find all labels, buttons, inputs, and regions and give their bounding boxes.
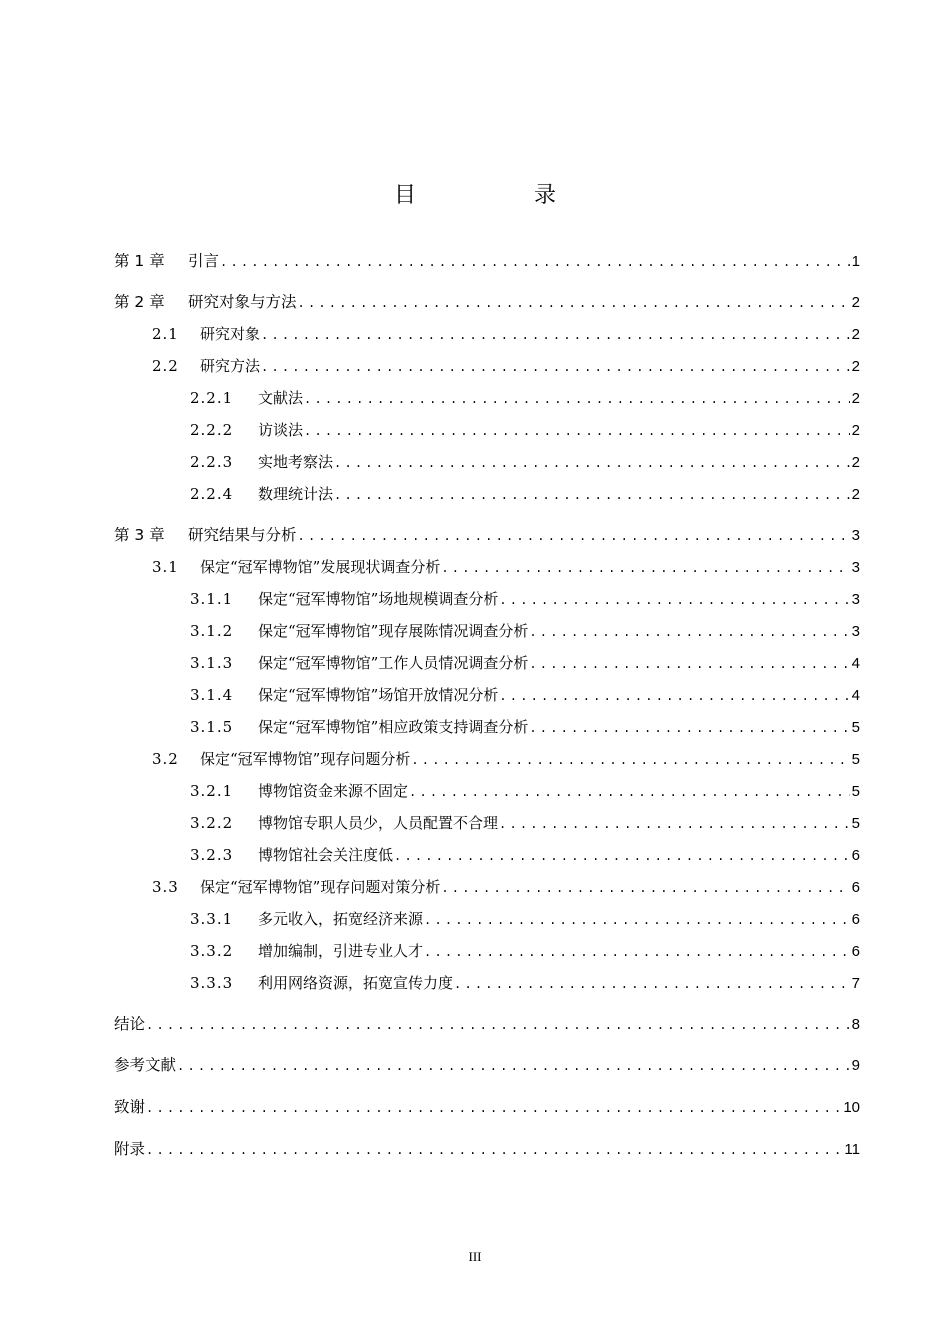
toc-entry-number: 2.1: [152, 325, 179, 343]
toc-entry-number: 3.2.1: [190, 782, 234, 800]
toc-entry-number: 3.1.2: [190, 622, 234, 640]
toc-entry-subsection-3-2-2[interactable]: [190, 812, 860, 834]
toc-leader-dots: [298, 292, 850, 314]
toc-entry-page: 6: [851, 847, 860, 864]
toc-leader-dots: [454, 973, 850, 995]
toc-leader-dots: [529, 621, 849, 643]
toc-leader-dots: [146, 1097, 841, 1119]
toc-leader-dots: [334, 484, 850, 506]
toc-entry-page: 5: [851, 815, 860, 832]
toc-entry-label: 保定“冠军博物馆”现存问题分析: [200, 750, 411, 768]
toc-entry-subsection-3-1-4[interactable]: [190, 684, 860, 706]
toc-entry-label: 保定“冠军博物馆”现存展陈情况调查分析: [258, 622, 529, 640]
toc-entry-label: 参考文献: [114, 1056, 177, 1074]
toc-entry-page: 9: [851, 1057, 860, 1074]
toc-leader-dots: [298, 525, 850, 547]
toc-entry-subsection-2-2-1[interactable]: [190, 387, 860, 409]
toc-entry-page: 2: [851, 422, 860, 439]
toc-entry-number: 第 1 章: [114, 252, 165, 270]
toc-entry-page: 3: [851, 591, 860, 608]
toc-entry-label: 保定“冠军博物馆”场馆开放情况分析: [258, 686, 499, 704]
toc-entry-number: 3.3.3: [190, 974, 234, 992]
toc-entry-label: 致谢: [114, 1098, 146, 1116]
toc-entry-page: 3: [851, 527, 860, 544]
toc-entry-subsection-3-1-3[interactable]: [190, 652, 860, 674]
toc-entry-subsection-3-1-2[interactable]: [190, 620, 860, 642]
toc-entry-number: 2.2.3: [190, 453, 234, 471]
toc-entry-page: 8: [851, 1016, 860, 1033]
toc-entry-number: 第 3 章: [114, 526, 165, 544]
toc-entry-number: 2.2.4: [190, 485, 234, 503]
toc-entry-number: 3.2.3: [190, 846, 234, 864]
toc-leader-dots: [146, 1139, 842, 1161]
toc-entry-label: 博物馆资金来源不固定: [258, 782, 409, 800]
toc-entry-label: 研究对象与方法: [188, 293, 297, 311]
toc-leader-dots: [177, 1055, 850, 1077]
toc-entry-label: 保定“冠军博物馆”相应政策支持调查分析: [258, 718, 529, 736]
toc-entry-subsection-3-2-3[interactable]: [190, 844, 860, 866]
toc-entry-label: 保定“冠军博物馆”现存问题对策分析: [200, 878, 441, 896]
toc-entry-number: 2.2.2: [190, 421, 234, 439]
footer-page-number: III: [468, 1249, 482, 1264]
toc-entry-label: 访谈法: [258, 421, 304, 439]
toc-entry-subsection-3-1-5[interactable]: [190, 716, 860, 738]
toc-entry-number: 3.1.5: [190, 718, 234, 736]
toc-entry-page: 4: [851, 687, 860, 704]
toc-leader-dots: [499, 589, 849, 611]
toc-entry-number: 3.1.3: [190, 654, 234, 672]
toc-entry-page: 2: [851, 454, 860, 471]
toc-entry-number: 3.1.4: [190, 686, 234, 704]
toc-entry-section-3-2[interactable]: [152, 748, 860, 770]
toc-entry-subsection-3-1-1[interactable]: [190, 588, 860, 610]
toc-leader-dots: [394, 845, 850, 867]
toc-entry-label: 实地考察法: [258, 453, 334, 471]
toc-leader-dots: [529, 653, 849, 675]
toc-leader-dots: [304, 388, 850, 410]
toc-entry-number: 3.1.1: [190, 590, 234, 608]
toc-entry-label: 引言: [188, 252, 220, 270]
toc-entry-number: 3.2.2: [190, 814, 234, 832]
toc-entry-label: 增加编制，引进专业人才: [258, 942, 424, 960]
toc-leader-dots: [441, 877, 849, 899]
toc-entry-label: 博物馆专职人员少，人员配置不合理: [258, 814, 499, 832]
toc-entry-appendix[interactable]: [114, 1138, 860, 1160]
toc-entry-label: 研究对象: [200, 325, 261, 343]
toc-leader-dots: [304, 420, 850, 442]
toc-entry-page: 2: [851, 326, 860, 343]
toc-entry-subsection-2-2-3[interactable]: [190, 451, 860, 473]
toc-entry-page: 5: [851, 751, 860, 768]
toc-leader-dots: [499, 813, 850, 835]
toc-entry-page: 5: [851, 719, 860, 736]
toc-entry-acknowledgements[interactable]: [114, 1096, 860, 1118]
toc-leader-dots: [409, 781, 850, 803]
toc-entry-label: 研究结果与分析: [188, 526, 297, 544]
toc-leader-dots: [261, 356, 850, 378]
toc-entry-number: 第 2 章: [114, 293, 165, 311]
toc-title: 目 录: [393, 183, 604, 208]
toc-leader-dots: [261, 324, 850, 346]
toc-entry-page: 7: [851, 975, 860, 992]
toc-entry-conclusion[interactable]: [114, 1013, 860, 1035]
toc-entry-number: 3.3.1: [190, 910, 234, 928]
toc-entry-page: 5: [851, 783, 860, 800]
toc-entry-label: 保定“冠军博物馆”场地规模调查分析: [258, 590, 499, 608]
toc-leader-dots: [441, 557, 849, 579]
toc-entry-number: 3.1: [152, 558, 179, 576]
toc-entry-page: 6: [851, 911, 860, 928]
toc-entry-label: 附录: [114, 1140, 146, 1158]
toc-entry-page: 10: [843, 1099, 860, 1116]
toc-entry-subsection-2-2-2[interactable]: [190, 419, 860, 441]
toc-entry-number: 3.3: [152, 878, 179, 896]
toc-entry-chapter-3[interactable]: [114, 524, 860, 546]
toc-entry-page: 3: [851, 559, 860, 576]
toc-leader-dots: [529, 717, 849, 739]
toc-leader-dots: [499, 685, 849, 707]
toc-entry-section-2-1[interactable]: [152, 323, 860, 345]
toc-entry-label: 利用网络资源，拓宽宣传力度: [258, 974, 454, 992]
toc-entry-section-3-1[interactable]: [152, 556, 860, 578]
toc-entry-page: 2: [851, 294, 860, 311]
toc-entry-section-2-2[interactable]: [152, 355, 860, 377]
toc-entry-label: 博物馆社会关注度低: [258, 846, 394, 864]
toc-entry-subsection-3-3-2[interactable]: [190, 940, 860, 962]
toc-entry-label: 保定“冠军博物馆”发展现状调查分析: [200, 558, 441, 576]
toc-entry-label: 多元收入，拓宽经济来源: [258, 910, 424, 928]
toc-entry-chapter-2[interactable]: [114, 291, 860, 313]
toc-leader-dots: [424, 941, 850, 963]
toc-entry-page: 6: [851, 879, 860, 896]
toc-entry-page: 2: [851, 358, 860, 375]
toc-entry-subsection-3-2-1[interactable]: [190, 780, 860, 802]
toc-entry-page: 2: [851, 390, 860, 407]
toc-entry-number: 2.2: [152, 357, 179, 375]
toc-entry-page: 4: [851, 655, 860, 672]
toc-entry-page: 3: [851, 623, 860, 640]
toc-entry-number: 2.2.1: [190, 389, 234, 407]
toc-entry-label: 研究方法: [200, 357, 261, 375]
toc-entry-subsection-3-3-1[interactable]: [190, 908, 860, 930]
toc-entry-references[interactable]: [114, 1054, 860, 1076]
toc-entry-number: 3.2: [152, 750, 179, 768]
toc-entry-subsection-3-3-3[interactable]: [190, 972, 860, 994]
toc-leader-dots: [424, 909, 850, 931]
toc-entry-label: 结论: [114, 1015, 146, 1033]
toc-entry-page: 11: [844, 1141, 860, 1158]
toc-entry-subsection-2-2-4[interactable]: [190, 483, 860, 505]
toc-entry-label: 数理统计法: [258, 485, 334, 503]
toc-entry-page: 1: [851, 253, 860, 270]
toc-leader-dots: [411, 749, 849, 771]
toc-leader-dots: [220, 251, 850, 273]
toc-entry-number: 3.3.2: [190, 942, 234, 960]
toc-entry-page: 6: [851, 943, 860, 960]
toc-entry-section-3-3[interactable]: [152, 876, 860, 898]
toc-leader-dots: [334, 452, 850, 474]
toc-entry-chapter-1[interactable]: [114, 250, 860, 272]
toc-entry-page: 2: [851, 486, 860, 503]
toc-leader-dots: [146, 1014, 850, 1036]
toc-entry-label: 文献法: [258, 389, 304, 407]
toc-entry-label: 保定“冠军博物馆”工作人员情况调查分析: [258, 654, 529, 672]
